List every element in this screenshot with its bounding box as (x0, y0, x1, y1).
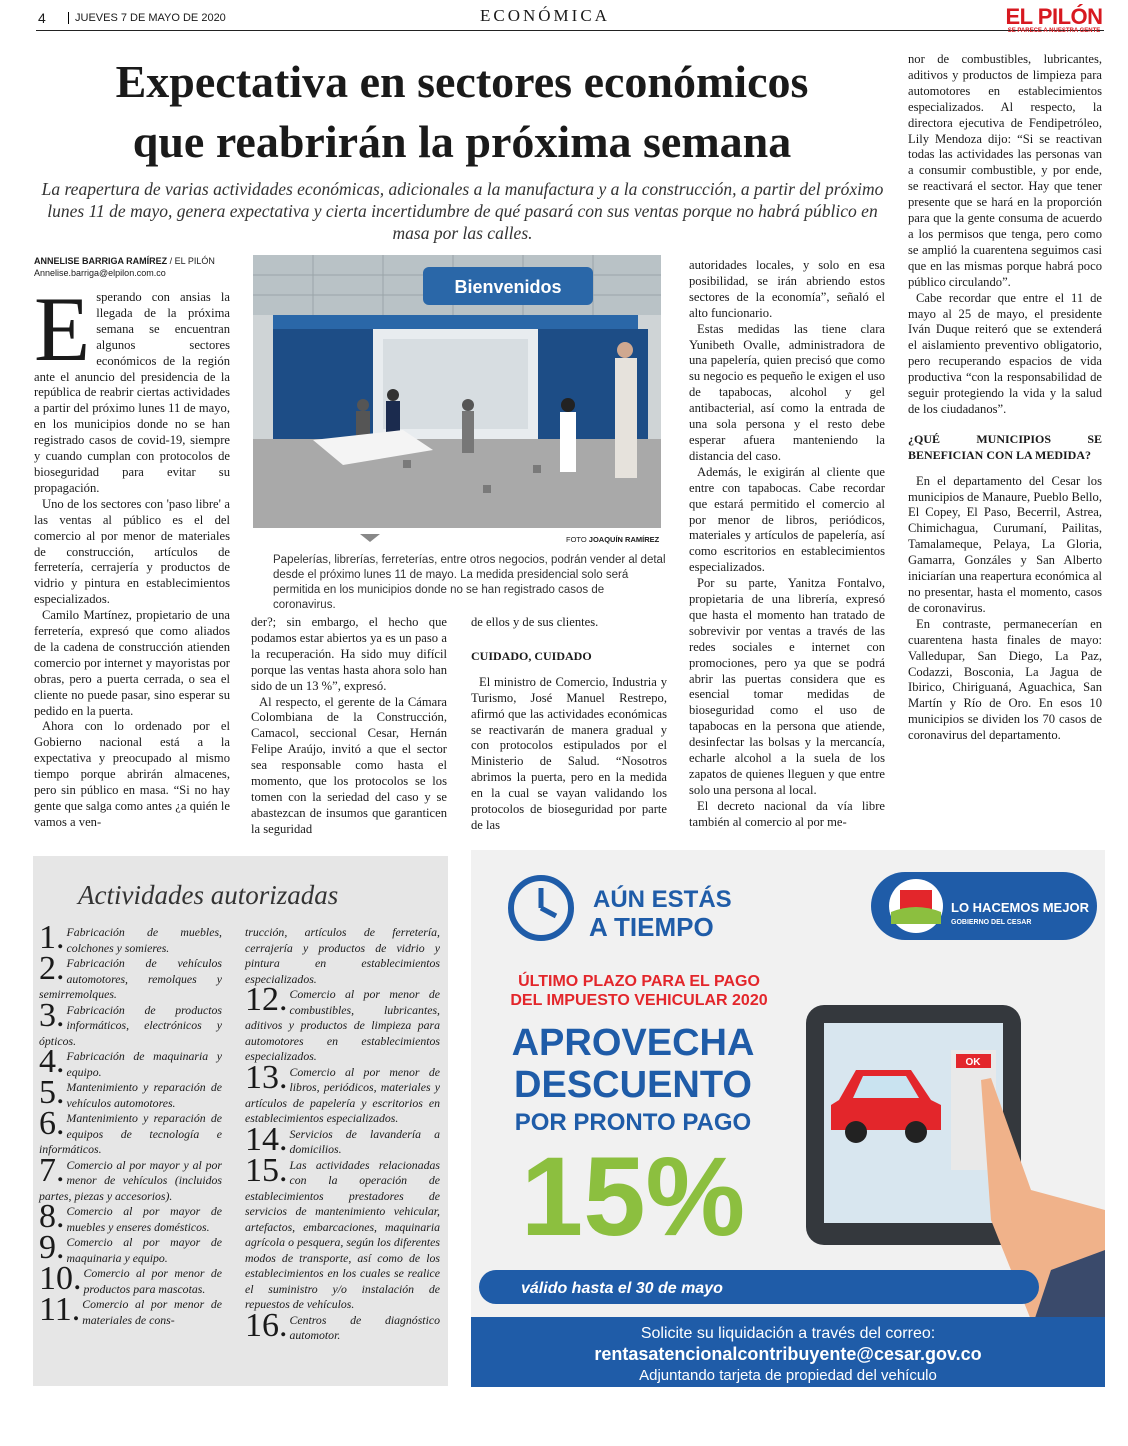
paragraph: Al respecto, el gerente de la Cámara Colombiana de la Construcción, Camacol, seccional Cesar, Hernán Felipe Araújo, invitó a que el sector sea responsable como hasta el momento, que los protocolos se los tomen con la seriedad del caso y se abastezcan de insumos que garanticen la seguridad (251, 694, 447, 836)
paragraph: Además, le exigirán al cliente que entre con tapabocas. Cabe recordar que estará permitido el comercio al por menor de libros, periódicos, materiales y artículos de papelería, así como escritorios en establecimientos especializados. (689, 464, 885, 575)
activity-item (39, 1198, 222, 1235)
activity-text: Comercio al por menor de combustibles, lubricantes, aditivos y productos de limpieza para automotores en establecimientos especializados. (245, 987, 440, 1063)
logo-tagline: SE PARECE A NUESTRA GENTE (1007, 28, 1101, 34)
photo-illustration (253, 255, 661, 528)
activity-text: Comercio al por menor de productos para mascotas. (83, 1266, 222, 1296)
article-column-3 (471, 615, 667, 834)
photo-credit-label: FOTO (566, 535, 589, 544)
ad-tagline-2: A TIEMPO (589, 912, 714, 942)
activity-item (245, 1058, 440, 1127)
activity-number: 11. (39, 1291, 81, 1328)
activity-text: Fabricación de muebles, colchones y somieres. (66, 925, 222, 955)
paragraph: nor de combustibles, lubricantes, aditivos y productos de limpieza para automotores en establecimientos especializados. Al respecto, la directora ejecutiva de Fendipetróleo, Lily Mendoza dijo: “Si se reactivan todas las actividades las personas van a consumir combustible, y por ende, se reactivará el sector. Hay que tener presente que se hará en la proporción para que la gente consuma de acuerdo a los permisos que tenga, pero como se amplió la cuarentena seguimos casi que en las mismas porque habrá poco público circulando”. (908, 52, 1102, 289)
activity-text: Mantenimiento y reparación de equipos de tecnología e informáticos. (39, 1111, 222, 1156)
activity-number: 15. (245, 1151, 288, 1189)
newspaper-logo (1002, 6, 1106, 34)
paragraph: Cabe recordar que entre el 11 de mayo al 25 de mayo, el presidente Iván Duque reiteró que se extenderá el aislamiento preventivo obligatorio, pero recuperando espacios de vida productiva “con la responsabilidad de seguir protegiendo la vida y la salud de los ciudadanos”. (908, 290, 1102, 416)
activity-text: Comercio al por menor de libros, periódicos, materiales y artículos de papelería y escritorios en establecimientos especializados. (245, 1064, 440, 1125)
activity-item (39, 1151, 222, 1205)
activity-item (39, 996, 222, 1050)
activity-item (39, 919, 222, 956)
activity-item (245, 1306, 440, 1344)
deadline-line-1: ÚLTIMO PLAZO PARA EL PAGO (518, 973, 760, 990)
activity-text: Fabricación de productos informáticos, electrónicos y ópticos. (39, 1002, 222, 1048)
activity-number: 3. (39, 996, 65, 1034)
activity-item (39, 950, 222, 1003)
paragraph: de ellos y de sus clientes. (471, 615, 599, 629)
paragraph: Ahora con lo ordenado por el Gobierno nacional está a la expectativa y preocupado al mismo tiempo porque abrirán almacenes, pero sin público en masa. “Si no hay gente que salga como antes ¿a quién le vamos a ven- (34, 719, 230, 829)
activity-number: 4. (39, 1043, 65, 1080)
discount-percent: 15% (520, 1134, 746, 1259)
deck: La reapertura de varias actividades económicas, adicionales a la manufactura y a la construcción, a partir del próximo lunes 11 de mayo, genera expectativa y cierta incertidumbre de qué pasará con sus ventas porque no habrá público en masa por las calles. (41, 179, 884, 243)
vehicle-tax-advertisement (471, 850, 1105, 1387)
activity-item-continued: trucción, artículos de ferretería, cerrajería y productos de vidrio y pintura en establecimientos especializados. (245, 925, 440, 986)
paragraph: Estas medidas las tiene clara Yunibeth Ovalle, administradora de una papelería, quien precisó que como su negocio es pequeño le exigen el uso de tapabocas, alcohol y gel antibacterial, así como la entrada de una sola persona y el resto debe esperar afuera manteniendo la distancia del caso. (689, 321, 885, 463)
activity-number: 6. (39, 1105, 65, 1142)
photo-sign-text: Bienvenidos (454, 277, 562, 297)
page-number: 4 (38, 10, 46, 26)
article-column-2 (251, 615, 447, 838)
byline-name: ANNELISE BARRIGA RAMÍREZ (34, 256, 168, 266)
article-column-4 (689, 258, 885, 831)
activity-number: 7. (39, 1151, 65, 1189)
ad-graphic (471, 850, 1105, 1387)
activity-text: Comercio al por mayor de maquinaria y equipo. (66, 1235, 222, 1265)
paragraph: autoridades locales, y solo en esa posibilidad, se irán abriendo estos sectores de la economía”, señaló el alto funcionario. (689, 258, 885, 320)
contact-email: rentasatencionalcontribuyente@cesar.gov.co (594, 1344, 982, 1364)
photo-credit (566, 535, 659, 544)
activity-text: Fabricación de vehículos automotores, remolques y semirremolques. (39, 956, 222, 1001)
drop-cap: E (34, 278, 91, 380)
validity-text: válido hasta el 30 de mayo (521, 1280, 723, 1297)
activity-number: 12. (245, 981, 288, 1018)
deadline-line-2: DEL IMPUESTO VEHICULAR 2020 (510, 992, 768, 1009)
paragraph: sperando con ansias la llegada de la próxima semana se encuentran algunos sectores económicos de la región ante el anuncio del presidencia de la república de reabrir ciertas actividades a partir del próximo lunes 11 de mayo, en los municipios donde no se han registrado casos de covid-19, siempre y cuando cumplan con protocolos de bioseguridad para evitar su propagación. (34, 290, 230, 495)
paragraph: Por su parte, Yanitza Fontalvo, propietaria de una librería, expresó que hasta el momento han tratado de sobrevivir por ventas a través de las redes sociales e internet con promociones, pero ya que se podrá abrir las puertas considera que es esencial tomar medidas de bioseguridad como el uso de tapabocas en la persona que atiende, desinfectar las bolsas y la mercancía, echarle alcohol a la suela de los zapatos de quienes lleguen y que entre solo una persona al local. (689, 576, 885, 797)
headline-line-2: que reabrirán la próxima semana (132, 116, 792, 167)
activity-text: Centros de diagnóstico automotor. (289, 1312, 440, 1342)
activity-number: 10. (39, 1260, 82, 1297)
paragraph: Uno de los sectores con 'paso libre' a las ventas al público es el del comercio al por menor de materiales de construcción, artículos de ferretería, cerrajería y productos de vidrio y pintura en establecimientos especializados. (34, 496, 230, 607)
headline-line-1: Expectativa en sectores económicos (115, 56, 809, 107)
ok-button-label: OK (965, 1057, 981, 1068)
gov-name: GOBIERNO DEL CESAR (951, 919, 1032, 926)
activities-list-col-2 (245, 925, 440, 1344)
ad-headline-2: DESCUENTO (514, 1064, 752, 1106)
ad-headline-1: APROVECHA (511, 1022, 755, 1064)
activity-item (39, 1043, 222, 1080)
article-column-1 (34, 278, 230, 831)
headline (22, 52, 902, 172)
activity-text: Comercio al por mayor de muebles y enseres domésticos. (66, 1204, 222, 1234)
activity-item (39, 1229, 222, 1266)
issue-date: JUEVES 7 DE MAYO DE 2020 (68, 12, 226, 24)
activity-number: 2. (39, 950, 65, 987)
activity-number: 13. (245, 1058, 288, 1096)
store-entrance-photo (253, 255, 661, 528)
activity-text: Fabricación de maquinaria y equipo. (66, 1049, 222, 1079)
subhead: CUIDADO, CUIDADO (471, 648, 592, 663)
activity-number: 5. (39, 1074, 65, 1111)
byline (34, 255, 215, 279)
activity-number: 9. (39, 1229, 65, 1266)
section-name: ECONÓMICA (480, 6, 610, 25)
activity-number: 14. (245, 1120, 288, 1158)
activity-item (245, 1151, 440, 1313)
activity-item (39, 1291, 222, 1328)
paragraph: Camilo Martínez, propietario de una ferretería, expresó que como aliados de la cadena de construcción atienden comercio por internet y mayoristas por obras, pero a puerta cerrada, o sea el cliente no puede pasar, sino esperar su pedido en la puerta. (34, 608, 230, 718)
footer-note: Adjuntando tarjeta de propiedad del vehículo (639, 1367, 937, 1384)
activity-item (39, 1074, 222, 1111)
activity-text: Comercio al por menor de materiales de cons- (82, 1297, 222, 1327)
ad-tagline-1: AÚN ESTÁS (593, 886, 732, 913)
ad-headline-3: POR PRONTO PAGO (514, 1109, 752, 1136)
activity-text: Servicios de lavandería a domicilios. (289, 1126, 440, 1156)
paragraph: En contraste, permanecerían en cuarentena hasta finales de mayo: Valledupar, San Diego, La Paz, Codazzi, Bosconia, La Jagua de Ibirico, Chiriguaná, Aguachica, San Martín y Río de Oro. En esos 10 municipios se dividen los 70 casos de coronavirus del departamento. (908, 616, 1102, 743)
paragraph: El decreto nacional da vía libre también al comercio al por me- (689, 798, 885, 829)
activity-item (39, 1105, 222, 1158)
activity-number: 8. (39, 1198, 65, 1235)
article-column-5 (908, 52, 1102, 744)
activities-list-col-1 (39, 919, 222, 1328)
activity-item (245, 981, 440, 1065)
activity-number: 16. (245, 1306, 288, 1344)
photo-caption: Papelerías, librerías, ferreterías, entre otros negocios, podrán vender al detal desde el próximo lunes 11 de mayo. La medida presidencial solo será permitida en los municipios donde no se han registrado casos de coronavirus. (273, 554, 666, 611)
paragraph: der?; sin embargo, el hecho que podamos estar abiertos ya es un paso a la recuperación. Ha sido muy difícil porque las ventas hasta ahora solo han sido de un 13 %”, expresó. (251, 615, 447, 693)
subhead: ¿QUÉ MUNICIPIOS SE BENEFICIAN CON LA MEDIDA? (908, 431, 1102, 462)
byline-email: Annelise.barriga@elpilon.com.co (34, 268, 166, 278)
caption-pointer (360, 534, 380, 542)
paragraph: En el departamento del Cesar los municipios de Manaure, Pueblo Bello, El Copey, El Paso, Becerril, Astrea, Chimichagua, Curumaní, Pailitas, Tamalameque, Pelaya, La Gloria, Gamarra, Gonzáles y San Alberto iniciarían una reapertura económica al no presentar, hasta el momento, casos de coronavirus. (908, 473, 1102, 615)
paragraph: El ministro de Comercio, Industria y Turismo, José Manuel Restrepo, afirmó que las actividades económicas se reactivarán de manera gradual y con protocolos estipulados por el Ministerio de Salud. “Nosotros abrimos la puerta, pero en la medida en la cual se vayan validando los protocolos de bioseguridad por parte de las (471, 674, 667, 832)
activity-text: Mantenimiento y reparación de vehículos automotores. (66, 1080, 222, 1110)
photo-credit-name: JOAQUÍN RAMÍREZ (588, 535, 660, 544)
activity-text: Las actividades relacionadas con la operación de establecimientos prestadores de servicios de mantenimiento vehicular, artefactos, embarcaciones, maquinaria agrícola o pesquera, según los diferentes modos de transporte, así como de los establecimientos en los cuales se realice el suministro y/o instalación de repuestos de vehículos. (245, 1157, 440, 1311)
activity-number: 1. (39, 919, 65, 956)
footer-instruction: Solicite su liquidación a través del correo: (640, 1325, 936, 1342)
logo-text: EL PILÓN (1005, 4, 1103, 29)
activity-text: Comercio al por mayor y al por menor de vehículos (incluidos partes, piezas y accesorios). (39, 1157, 222, 1203)
byline-outlet: / EL PILÓN (167, 256, 215, 266)
header-rule (36, 30, 1104, 31)
activities-title: Actividades autorizadas (78, 880, 339, 910)
gov-slogan: LO HACEMOS MEJOR (951, 900, 1089, 915)
